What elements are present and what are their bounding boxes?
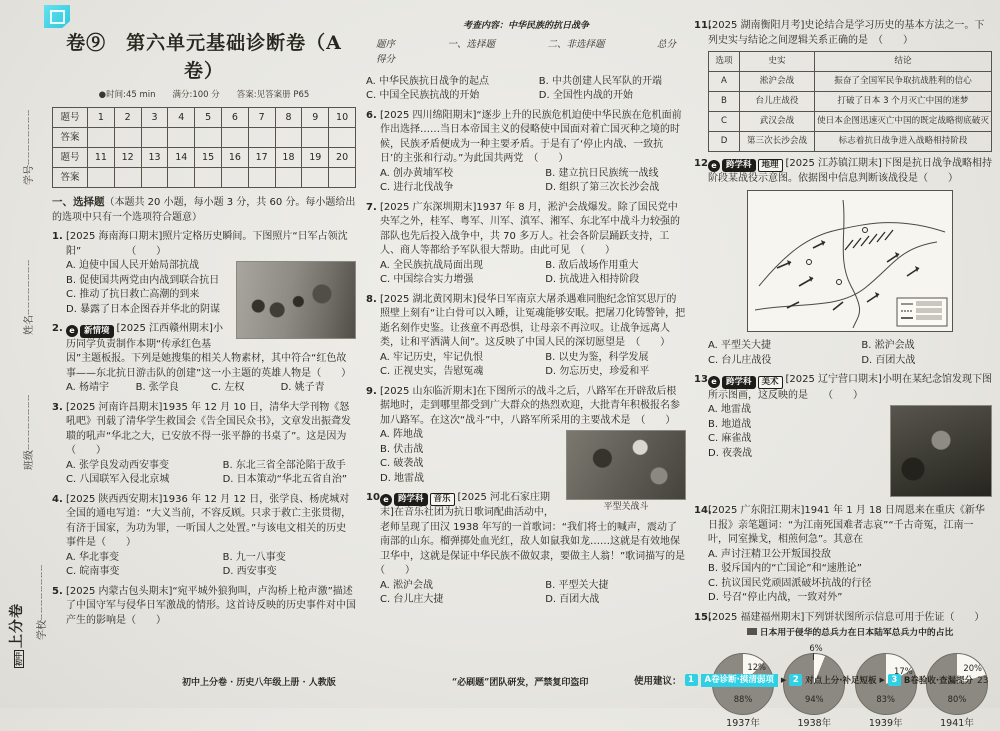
option: D. 地雷战	[380, 472, 425, 484]
question-8	[366, 293, 686, 380]
question-stem: e 跨学科 美术 [2025 辽宁营口期末]小明在某纪念馆发现下图所示图画，这反映的是 （ ）	[708, 374, 992, 401]
brand-badge-icon: e	[708, 160, 720, 172]
option: A. 创办黄埔军校	[380, 167, 454, 179]
column-middle	[366, 20, 686, 608]
option: A. 牢记历史，牢记仇恨	[380, 351, 484, 363]
brand-logo: 初中上分卷	[9, 603, 25, 666]
pie-minor-label: 17%	[894, 665, 913, 676]
photo-memorial-painting	[890, 405, 992, 497]
option: A. 迫使中国人民开始局部抗战	[66, 260, 200, 272]
table-cell	[329, 128, 356, 148]
option: B. 地道战	[708, 418, 752, 430]
option: A. 全民族抗战局面出现	[380, 259, 484, 271]
question-number: 4.	[52, 493, 63, 505]
answer-grid-head: 题号	[53, 148, 88, 168]
pie-chart-1938	[779, 642, 849, 731]
leader-line	[813, 653, 814, 660]
option: B. 促使国共两党由内战到联合抗日	[66, 274, 220, 286]
table-cell: 7	[248, 108, 275, 128]
pie-legend: 日本用于侵华的总兵力在日本陆军总兵力中的占比	[708, 627, 992, 640]
question-11	[694, 19, 992, 152]
option: D. 姚子青	[280, 382, 325, 394]
option: B. 敌后战场作用重大	[545, 259, 639, 271]
table-cell	[141, 128, 168, 148]
table-cell	[168, 168, 195, 188]
battle-map-figure	[708, 190, 992, 338]
brand-badge-icon: e	[708, 376, 720, 388]
question-4	[52, 493, 356, 580]
question-number: 8.	[366, 293, 377, 305]
option: B. 中共创建人民军队的开端	[538, 75, 663, 87]
option: B. 以史为鉴，科学发展	[545, 351, 649, 363]
option: C. 正视史实，告慰冤魂	[380, 366, 484, 378]
table-cell: A	[709, 72, 740, 92]
option: C. 进行北伐战争	[380, 182, 454, 194]
option: A. 地雷战	[708, 404, 752, 416]
paper-meta: ●时间:45 min 满分:100 分 答案:见答案册 P65	[98, 90, 310, 101]
question-15	[694, 611, 992, 731]
option: B. 东北三省全部沦陷于敌手	[222, 459, 346, 471]
table-cell: 12	[114, 148, 141, 168]
options	[708, 548, 992, 606]
badge-new-scenario: e 新情境	[66, 325, 114, 338]
option: B. 张学良	[135, 382, 179, 394]
table-cell	[114, 168, 141, 188]
table-cell	[221, 128, 248, 148]
table-cell: 武汉会战	[740, 112, 815, 132]
step-1-number: 1	[685, 674, 698, 686]
table-cell: 3	[141, 108, 168, 128]
question-number: 7.	[366, 201, 377, 213]
option: D. 百团大战	[861, 354, 916, 366]
brand-badge-icon: e	[380, 494, 392, 506]
fact-conclusion-table	[708, 51, 992, 152]
option: B. 平型关大捷	[545, 579, 609, 591]
question-stem: e 跨学科 音乐 [2025 河北石家庄期末]在音乐社团为抗日歌词配曲活动中，老师呈现了田汉 1938 年写的一首歌词：“我们将士的喊声，震动了南部的山东。榴弹掷处血光红，敌人如鼠我如龙……这就是有效地保卫华中，这就是保证中华民族不做奴隶，要做主人翁！”歌词描写的是 （ ）	[380, 492, 686, 577]
option: D. 百团大战	[545, 594, 600, 606]
table-cell: 8	[275, 108, 302, 128]
margin-field-class: 班级┄┄┄┄┄┄┄┄	[24, 393, 35, 470]
table-cell: 18	[275, 148, 302, 168]
table-cell: 史实	[740, 52, 815, 72]
options	[66, 551, 356, 580]
options	[380, 351, 686, 380]
step-3-text: B卷验收·查漏提分	[903, 676, 974, 686]
pie-year-label: 1941年	[940, 717, 974, 729]
option: C. 中国综合实力增强	[380, 274, 474, 286]
table-cell: 振奋了全国军民争取抗战胜利的信心	[815, 72, 992, 92]
question-stem: [2025 广东阳江期末]1941 年 1 月 18 日周恩来在重庆《新华日报》亲笔题词：“为江南死国难者志哀”“千古奇冤，江南一叶，同室操戈，相煎何急”。其意在	[708, 505, 985, 546]
option: C. 台儿庄大捷	[380, 594, 444, 606]
page-number: 23	[977, 676, 989, 686]
column-left	[52, 28, 356, 628]
question-stem: [2025 河南许昌期末]1935 年 12 月 10 日，清华大学刊物《怒吼吧》刊载了清华学生救国会《告全国民众书》，文章发出振聋发聩的吼声“华北之大，已安放不得一张平静的书桌了”。这是因为（ ）	[66, 401, 351, 457]
question-stem: [2025 湖北黄冈期末]侵华日军南京大屠杀遇难同胞纪念馆冥思厅的照壁上刻有“让白骨可以入睡，让冤魂能够安眠。把屠刀化铸警钟，把逝名刻作史鉴。让孩童不再恐惧，让母亲不再泣叹。让战争远离人类，让和平洒满人间”。这反映了中国人民的深切愿望是 （ ）	[380, 293, 686, 349]
arrow-icon: ▶	[780, 676, 787, 684]
question-stem: [2025 福建福州期末]下列饼状图所示信息可用于佐证（ ）	[708, 611, 985, 623]
option: 总分	[656, 39, 676, 51]
option: C. 左权	[210, 382, 245, 394]
question-7	[366, 201, 686, 288]
paper-title: 卷⑨ 第六单元基础诊断卷（A 卷）	[66, 32, 342, 82]
table-cell: 打破了日本 3 个月灭亡中国的迷梦	[815, 92, 992, 112]
options	[380, 259, 686, 288]
question-stem: [2025 内蒙古包头期末]“宛平城外狼狗叫，卢沟桥上枪声激”描述了中国守军与侵华日军激战的情形。这首诗反映的历史事件对中国产生的影响是（ ）	[66, 585, 356, 626]
legend-swatch	[747, 628, 757, 635]
table-cell: 13	[141, 148, 168, 168]
option: D. 抗战进入相持阶段	[545, 274, 640, 286]
question-number: 11.	[694, 20, 712, 31]
table-cell: 16	[221, 148, 248, 168]
option: C. 抗议国民党顽固派破坏抗战的行径	[708, 577, 872, 589]
table-cell	[141, 168, 168, 188]
question-10	[366, 491, 686, 608]
map-legend	[897, 298, 947, 326]
option: 题序	[376, 39, 396, 51]
table-cell: 选项	[709, 52, 740, 72]
margin-field-student-id: 学号┄┄┄┄┄┄┄┄	[24, 108, 35, 185]
table-cell	[275, 128, 302, 148]
question-number: 3.	[52, 401, 63, 413]
option: C. 推动了抗日救亡高潮的到来	[66, 289, 200, 301]
option: B. 淞沪会战	[861, 340, 915, 352]
table-cell: 6	[221, 108, 248, 128]
option: B. 驳斥国内的“亡国论”和“速胜论”	[708, 563, 862, 575]
option: B. 九一八事变	[222, 551, 286, 563]
option: 一、选择题	[447, 39, 495, 51]
question-13	[694, 373, 992, 499]
option: D. 组织了第三次长沙会战	[545, 182, 660, 194]
table-cell: 标志着抗日战争进入战略相持阶段	[815, 132, 992, 152]
options	[380, 167, 686, 196]
step-1-text: A卷诊断·摸清弱项	[701, 674, 778, 687]
step-2-text: 对点上分·补足短板	[805, 676, 877, 686]
pie-chart-row	[708, 642, 992, 731]
table-cell: 台儿庄战役	[740, 92, 815, 112]
section-heading: 一、选择题（本题共 20 小题，每小题 3 分，共 60 分。每小题给出的选项中只有一个选项符合题意）	[52, 196, 356, 223]
option: C. 中国全民族抗战的开始	[366, 90, 480, 102]
table-cell: D	[709, 132, 740, 152]
badge-cross-subject-art: e 跨学科 美术	[708, 376, 783, 389]
question-14	[694, 504, 992, 606]
question-stem: [2025 海南海口期末]照片定格历史瞬间。下图照片“日军占领沈阳” （ ）	[66, 231, 348, 257]
score-table-row: 得分	[376, 53, 396, 65]
table-cell	[221, 168, 248, 188]
question-stem: [2025 山东临沂期末]在下图所示的战斗之后，八路军在开辟敌后根据地时，走到哪里都受到广大群众的热烈欢迎，大批青年积极报名参加八路军。在这次“战斗”中，八路军所采用的主要战术是 （ ）	[380, 385, 680, 426]
question-stem: [2025 广东深圳期末]1937 年 8 月，淞沪会战爆发。除了国民党中央军之外，桂军、粤军、川军、滇军、湘军、东北军中战斗力较强的部队也先后投入战争中，共 70 多万人。社会各阶层踊跃支持，工人、商人等都给予军队很大帮助。由此可见 （ ）	[380, 201, 680, 257]
option: C. 台儿庄战役	[708, 354, 772, 366]
table-cell	[88, 168, 115, 188]
question-stem: [2025 湖南衡阳月考]史论结合是学习历史的基本方法之一。下列史实与结论之间逻辑关系正确的是 （ ）	[708, 20, 985, 46]
question-stem: [2025 陕西西安期末]1936 年 12 月 12 日，张学良、杨虎城对全国的通电写道：“大义当前，不容反顾。只求于救亡主张贯彻，有济于国家，为功为罪，一听国人之处置。”与该电文相关的历史事件是（ ）	[66, 493, 352, 549]
option: A. 杨靖宇	[66, 382, 110, 394]
question-stem: e 新情境 [2025 江西赣州期末]小历同学负责制作本期“传承红色基因”主题板报。下列是她搜集的相关人物素材，其中符合“红色故事——东北抗日游击队的创建”这一小主题的英雄人物是（ ）	[66, 323, 352, 379]
answer-grid-head: 答案	[53, 168, 88, 188]
answer-grid	[52, 107, 356, 188]
question-12	[694, 157, 992, 368]
table-cell: 使日本企图迅速灭亡中国的既定战略彻底破灭	[815, 112, 992, 132]
margin-field-school: 学校┄┄┄┄┄┄┄┄	[37, 563, 48, 640]
table-cell: 淞沪会战	[740, 72, 815, 92]
options	[366, 75, 686, 104]
option: D. 暴露了日本企图吞并华北的阴谋	[66, 303, 221, 315]
column-right	[694, 14, 992, 731]
option: A. 中华民族抗日战争的起点	[366, 75, 490, 87]
option: A. 阵地战	[380, 429, 424, 441]
exam-content-note: 考查内容：中华民族的抗日战争	[462, 21, 589, 31]
table-cell: 15	[195, 148, 222, 168]
figure-caption: 平型关战斗	[603, 502, 649, 513]
table-cell: 结论	[815, 52, 992, 72]
answer-grid-head: 题号	[53, 108, 88, 128]
option: C. 皖南事变	[66, 566, 120, 578]
option: D. 全国性内战的开始	[538, 90, 633, 102]
score-table-headers	[366, 38, 686, 52]
bookmark-icon	[44, 5, 70, 28]
option: D. 日本策动“华北五省自治”	[222, 474, 348, 486]
brand-badge-icon: e	[66, 325, 78, 337]
question-number: 13.	[694, 374, 712, 386]
table-cell: 1	[88, 108, 115, 128]
pie-year-label: 1937年	[726, 717, 760, 729]
answer-grid-head: 答案	[53, 128, 88, 148]
table-cell: 第三次长沙会战	[740, 132, 815, 152]
table-cell	[168, 128, 195, 148]
pie-year-label: 1938年	[797, 717, 832, 729]
table-cell	[248, 168, 275, 188]
figure-memorial-painting	[890, 405, 992, 497]
question-5	[52, 585, 356, 629]
step-3-number: 3	[888, 674, 901, 686]
table-cell: 4	[168, 108, 195, 128]
question-number: 15.	[694, 611, 712, 623]
question-stem: e 跨学科 地理 [2025 江苏镇江期末]下图是抗日战争战略相持阶段某战役示意图。依据图中信息判断该战役是（ ）	[708, 158, 992, 185]
option: D. 号召“停止内战，一致对外”	[708, 592, 843, 604]
option: D. 勿忘历史，珍爱和平	[545, 366, 650, 378]
option: D. 夜袭战	[708, 447, 753, 459]
question-number: 5.	[52, 585, 63, 597]
step-2-number: 2	[789, 674, 802, 686]
options	[66, 459, 356, 488]
pie-chart-1939	[851, 653, 921, 731]
bookmark-inner-square	[50, 10, 65, 24]
table-cell	[248, 128, 275, 148]
table-cell: 5	[195, 108, 222, 128]
question-5-options	[366, 75, 686, 104]
pie-minor-label: 6%	[809, 642, 823, 653]
badge-cross-subject-music: e 跨学科 音乐	[380, 493, 455, 506]
table-cell	[302, 128, 329, 148]
table-cell: 14	[168, 148, 195, 168]
option: B. 建立抗日民族统一战线	[545, 167, 659, 179]
footer-book-title: 初中上分卷 · 历史八年级上册 · 人教版	[182, 678, 336, 688]
pie-chart-1941	[922, 653, 992, 731]
battle-map	[747, 190, 953, 332]
option: A. 平型关大捷	[708, 340, 772, 352]
question-number: 9.	[366, 385, 377, 397]
question-number: 2.	[52, 323, 63, 335]
option: B. 伏击战	[380, 443, 424, 455]
pie-chart-1937	[708, 653, 778, 731]
table-cell: 10	[329, 108, 356, 128]
option: A. 华北事变	[66, 551, 120, 563]
margin-field-name: 姓名┄┄┄┄┄┄┄┄	[24, 258, 35, 335]
question-2	[52, 322, 356, 395]
table-cell	[195, 128, 222, 148]
arrow-icon: ▶	[879, 676, 885, 684]
option: A. 张学良发动西安事变	[66, 459, 170, 471]
pie-main-label: 94%	[805, 693, 824, 704]
table-cell	[275, 168, 302, 188]
question-number: 10.	[366, 492, 384, 504]
option: A. 声讨汪精卫公开叛国投敌	[708, 548, 832, 560]
options	[66, 381, 356, 396]
pie-main-label: 83%	[876, 693, 895, 704]
options	[380, 579, 686, 608]
usage-label: 使用建议：	[634, 676, 682, 687]
table-cell: 20	[329, 148, 356, 168]
table-cell	[302, 168, 329, 188]
table-cell: 11	[88, 148, 115, 168]
option: C. 八国联军入侵北京城	[66, 474, 170, 486]
option: D. 西安事变	[222, 566, 277, 578]
option: A. 淞沪会战	[380, 579, 434, 591]
table-cell: 17	[248, 148, 275, 168]
table-cell	[329, 168, 356, 188]
options	[708, 339, 992, 368]
table-cell	[88, 128, 115, 148]
footer-usage-suggestion	[634, 673, 973, 687]
option: C. 破袭战	[380, 458, 424, 470]
question-3	[52, 401, 356, 488]
pie-minor-label: 12%	[747, 661, 766, 672]
pie-main-label: 80%	[947, 693, 967, 704]
table-cell: B	[709, 92, 740, 112]
table-cell: C	[709, 112, 740, 132]
question-number: 14.	[694, 505, 712, 517]
question-number: 1.	[52, 231, 63, 243]
question-1	[52, 230, 356, 317]
pie-year-label: 1939年	[868, 717, 903, 729]
table-cell	[195, 168, 222, 188]
pie-main-label: 88%	[733, 693, 753, 704]
option: C. 麻雀战	[708, 433, 752, 445]
badge-cross-subject-geography: e 跨学科 地理	[708, 159, 783, 172]
question-number: 6.	[366, 109, 377, 121]
question-number: 12.	[694, 158, 712, 169]
pie-minor-label: 20%	[963, 662, 982, 673]
table-cell: 19	[302, 148, 329, 168]
option: 二、非选择题	[547, 39, 605, 51]
footer-copyright: “必刷题”团队研发，严禁复印盗印	[452, 678, 589, 688]
table-cell: 2	[114, 108, 141, 128]
table-cell	[114, 128, 141, 148]
photo-pingxingguan-battle	[566, 430, 686, 500]
table-cell: 9	[302, 108, 329, 128]
question-6	[366, 109, 686, 196]
question-stem: [2025 四川绵阳期末]“逐步上升的民族危机迫使中华民族在危机面前作出选择……当日本帝国主义的侵略使中国面对着亡国灭种之境的时候，民族矛盾便成为一种主要矛盾。于是有了‘停止内战、一致抗日’的主张和行动。”为此国共两党 （ ）	[380, 109, 682, 165]
